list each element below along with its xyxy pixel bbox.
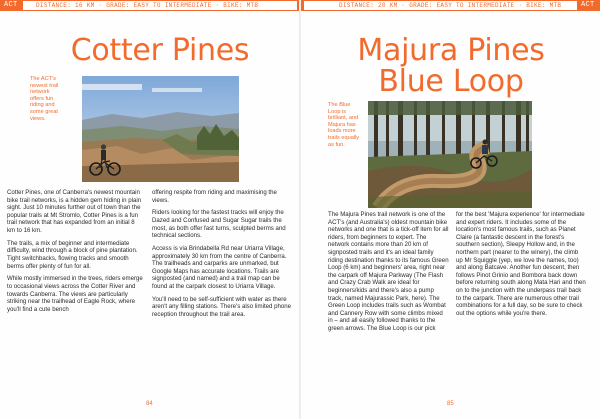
body-column-2: [456, 211, 586, 323]
left-page: [0, 0, 299, 419]
page-title-line-2: Blue Loop: [378, 64, 524, 99]
body-column-1: [328, 211, 449, 338]
paragraph: The trails, a mix of beginner and intermediate difficulty, wind through a block of pine plantation. Tight switchbacks, flowing tracks and smooth berms offer plenty of fun for all.: [7, 239, 138, 270]
paragraph: The Majura Pines trail network is one of the ACT's (and Australia's) oldest mountain bike networks and one that is a tick-off item for all riders, from beginners to expert. The network contains more than 20 km of signposted trails and it's an ideal family riding destination thanks to its famous Green Loop (6 km) and beginners' area, right near the carpark off Majura Parkway (The Flash and Crazy Crab Walk are ideal for beginners/kids and there's also a pump track, named Majurassic Park, here). The Green Loop includes trails such as Wombat and Cannery Row with some climbs mixed in – and all easily followed thanks to the green arrows. The Blue Loop is our pick: [328, 211, 449, 332]
paragraph: Access is via Brindabella Rd near Uriarra Village, approximately 30 km from the centre of Canberra. The trailheads and carparks are unmarked, but Google Maps has accurate locations. Trails are signposted (and named) and a trail map can be found at the carpark closest to Uriarra Village.: [152, 244, 287, 290]
left-photo: [82, 76, 239, 182]
photo-caption: The ACT's newest trail network offers fun riding and some great views.: [30, 76, 59, 122]
paragraph: While mostly immersed in the trees, riders emerge to occasional views across the Cotter River and towards Canberra. The views are particularly striking near the trailhead of Eagle Rock, where you'll find a cute bench: [7, 275, 143, 313]
paragraph: offering respite from riding and maximising the views.: [152, 189, 277, 204]
trail-info: DISTANCE: 16 KM · GRADE: EASY TO INTERMEDIATE · BIKE: MTB: [36, 2, 259, 9]
page-title: [326, 35, 576, 97]
right-page-header-bar: [301, 0, 600, 11]
right-page: [301, 0, 600, 419]
body-column-2: [152, 189, 292, 324]
page-title: Cotter Pines: [70, 33, 250, 68]
paragraph: Riders looking for the fastest tracks will enjoy the Dazed and Confused and Sugar Sugar trails the most, as both offer fast turns, sculpted berms and technical sections.: [152, 209, 286, 240]
mountain-biker-lookout-image: [82, 76, 239, 182]
page-number: 84: [146, 401, 153, 407]
right-photo: [368, 101, 532, 208]
section-label: ACT: [581, 1, 595, 9]
page-number: 85: [447, 401, 454, 407]
page-title-line-1: Majura Pines: [357, 33, 545, 68]
paragraph: for the best 'Majura experience' for intermediate and expert riders. It includes some of the location's most famous trails, such as Planet Claire (a fantastic descent in the forest's southern section), Sleepy Hollow and, in the northern part (nearer to the winery), the climb up Mr Squiggle (yep, we love the names, too) and along Batcave. Another fun descent, then follows Pinot Grinio and Bombora back down before returning south along Mata Hari and then on to the junction with the underpass trail back to the carpark. There are numerous other trail combinations for a full day, so be sure to check out the options while you're there.: [456, 211, 586, 317]
left-page-header-bar: [0, 0, 299, 11]
body-column-1: [7, 189, 144, 318]
photo-caption: The Blue Loop is brilliant, and Majura has loads more trails equally as fun.: [328, 102, 360, 148]
paragraph: Cotter Pines, one of Canberra's newest mountain bike trail networks, is a hidden gem hiding in plain sight. Just 10 minutes further out of town than the popular trails at Mt Stromlo, Cotter Pines is a fun trail network that has expanded from an initial 8 km to 16 km.: [7, 189, 142, 234]
section-label: ACT: [4, 1, 18, 9]
mountain-biker-forest-image: [368, 101, 532, 208]
trail-info: DISTANCE: 20 KM · GRADE: EASY TO INTERMEDIATE · BIKE: MTB: [339, 2, 562, 9]
paragraph: You'll need to be self-sufficient with water as there aren't any filling stations. There's also limited phone reception throughout the trail area.: [152, 295, 292, 318]
